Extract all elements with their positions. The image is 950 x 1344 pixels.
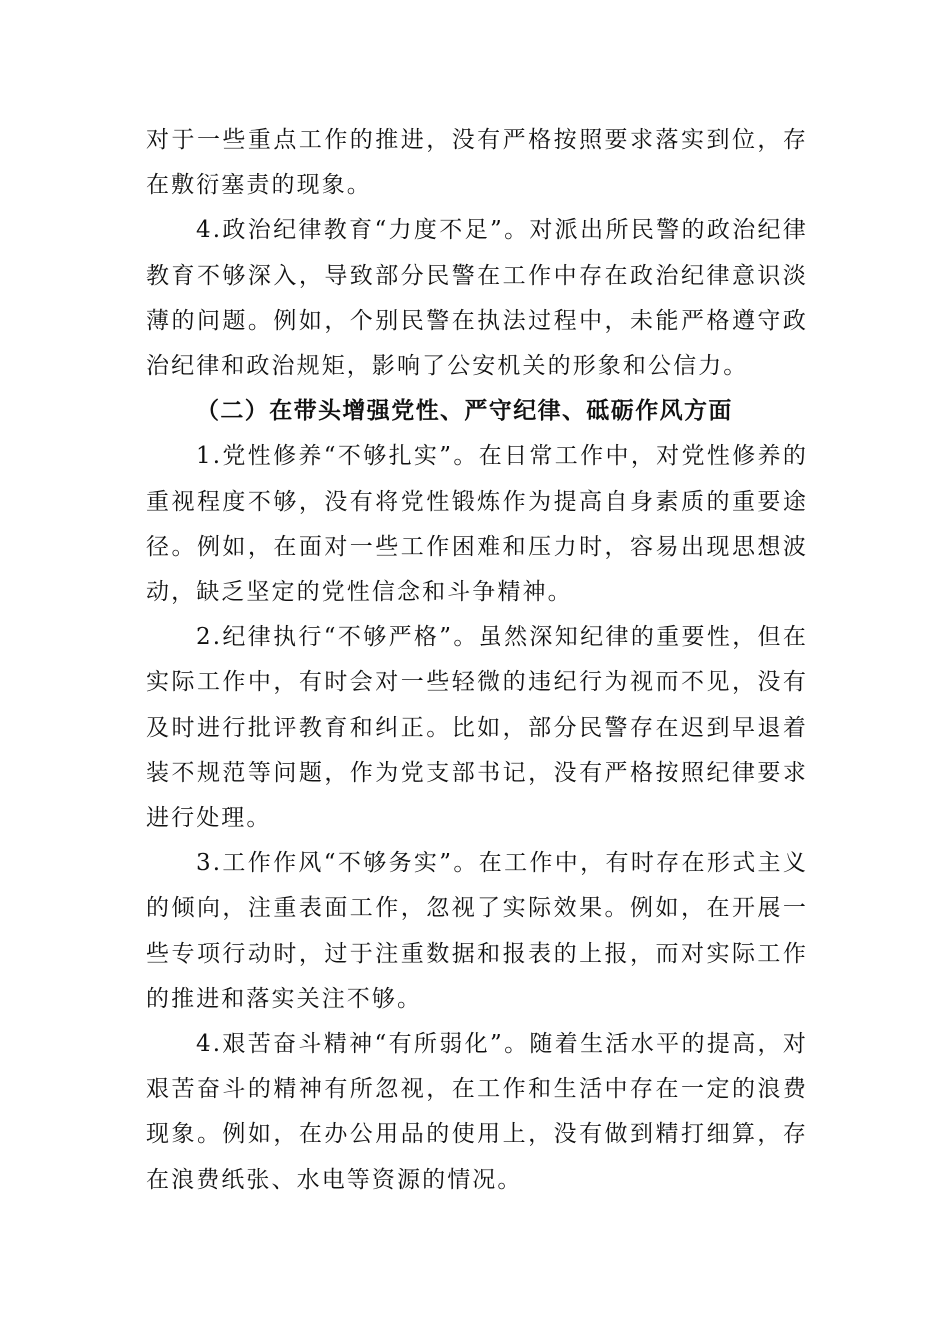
document-body bbox=[146, 118, 808, 1203]
paragraph-discipline-enforcement: 2.纪律执行“不够严格”。虽然深知纪律的重要性，但在实际工作中，有时会对一些轻微的违纪行为视而不见，没有及时进行批评教育和纠正。比如，部分民警存在迟到早退着装不规范等问题，作为党支部书记，没有严格按照纪律要求进行处理。 bbox=[146, 624, 808, 832]
paragraph-continuation: 对于一些重点工作的推进，没有严格按照要求落实到位，存在敷衍塞责的现象。 bbox=[146, 127, 808, 199]
paragraph-work-style: 3.工作作风“不够务实”。在工作中，有时存在形式主义的倾向，注重表面工作，忽视了实际效果。例如，在开展一些专项行动时，过于注重数据和报表的上报，而对实际工作的推进和落实关注不够。 bbox=[146, 850, 808, 1012]
paragraph-party-cultivation: 1.党性修养“不够扎实”。在日常工作中，对党性修养的重视程度不够，没有将党性锻炼作为提高自身素质的重要途径。例如，在面对一些工作困难和压力时，容易出现思想波动，缺乏坚定的党性信念和斗争精神。 bbox=[146, 443, 808, 606]
section-heading: （二）在带头增强党性、严守纪律、砥砺作风方面 bbox=[196, 398, 733, 425]
paragraph-hard-work-spirit: 4.艰苦奋斗精神“有所弱化”。随着生活水平的提高，对艰苦奋斗的精神有所忽视，在工作和生活中存在一定的浪费现象。例如，在办公用品的使用上，没有做到精打细算，存在浪费纸张、水电等资源的情况。 bbox=[146, 1031, 808, 1193]
paragraph-political-discipline-education: 4.政治纪律教育“力度不足”。对派出所民警的政治纪律教育不够深入，导致部分民警在工作中存在政治纪律意识淡薄的问题。例如，个别民警在执法过程中，未能严格遵守政治纪律和政治规矩，影响了公安机关的形象和公信力。 bbox=[146, 217, 808, 380]
